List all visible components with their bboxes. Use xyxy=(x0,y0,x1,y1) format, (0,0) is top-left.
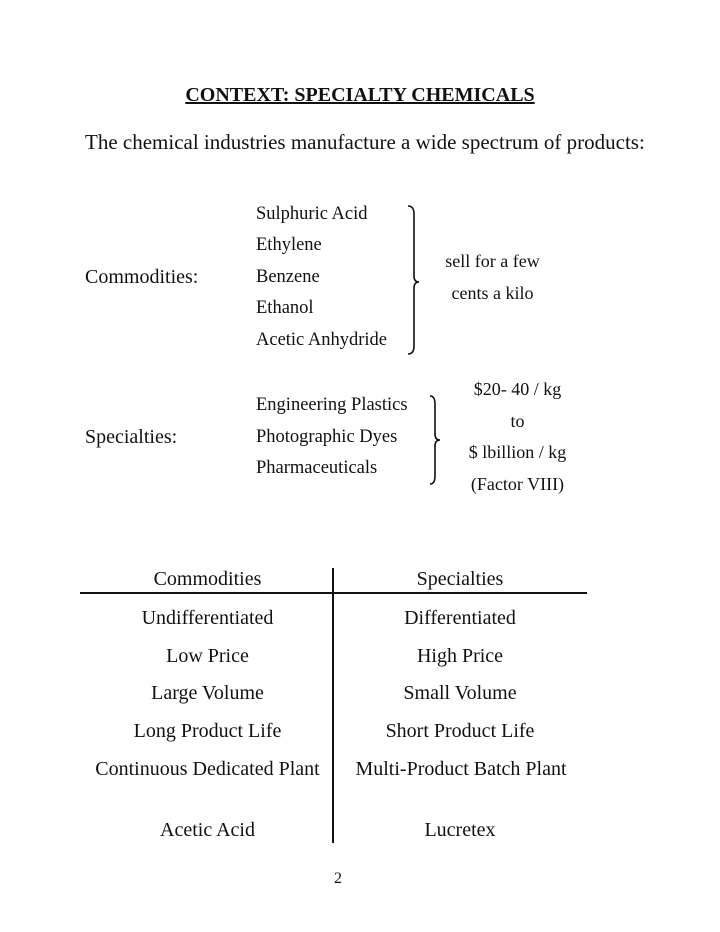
table-header-commodities: Commodities xyxy=(153,568,262,590)
table-cell: Acetic Acid xyxy=(160,819,255,841)
specialties-price-note: $ lbillion / kg xyxy=(468,442,567,462)
table-cell: Short Product Life xyxy=(385,720,535,742)
commodities-price-note: sell for a few xyxy=(445,251,540,271)
table-column-divider xyxy=(332,568,334,843)
specialties-price-note: to xyxy=(510,411,525,431)
specialty-item: Photographic Dyes xyxy=(256,427,398,447)
commodity-item: Ethylene xyxy=(256,235,322,255)
table-cell: Continuous Dedicated Plant xyxy=(95,758,320,780)
commodity-item: Sulphuric Acid xyxy=(256,204,368,224)
specialties-price-note: (Factor VIII) xyxy=(470,474,565,494)
table-cell: Multi-Product Batch Plant xyxy=(355,758,567,780)
commodities-brace xyxy=(402,204,424,356)
table-cell: Undifferentiated xyxy=(141,607,274,629)
specialty-item: Engineering Plastics xyxy=(256,395,408,415)
table-header-specialties: Specialties xyxy=(416,568,504,590)
table-cell: Low Price xyxy=(166,645,249,667)
commodities-price-note: cents a kilo xyxy=(451,283,534,303)
table-cell: High Price xyxy=(416,645,504,667)
table-cell: Long Product Life xyxy=(133,720,282,742)
commodity-item: Acetic Anhydride xyxy=(256,330,387,350)
specialties-label: Specialties: xyxy=(85,426,178,448)
commodities-label: Commodities: xyxy=(85,266,199,288)
table-cell: Differentiated xyxy=(404,607,516,629)
table-cell: Lucretex xyxy=(424,819,496,841)
specialties-price-note: $20- 40 / kg xyxy=(473,379,562,399)
commodity-item: Benzene xyxy=(256,267,320,287)
commodity-item: Ethanol xyxy=(256,298,314,318)
table-cell: Large Volume xyxy=(151,682,264,704)
page-number: 2 xyxy=(334,870,342,887)
specialty-item: Pharmaceuticals xyxy=(256,458,378,478)
intro-paragraph: The chemical industries manufacture a wide spectrum of products: xyxy=(85,130,645,154)
table-cell: Small Volume xyxy=(403,682,517,704)
specialties-brace xyxy=(426,394,448,486)
page-title: CONTEXT: SPECIALTY CHEMICALS xyxy=(185,84,535,106)
